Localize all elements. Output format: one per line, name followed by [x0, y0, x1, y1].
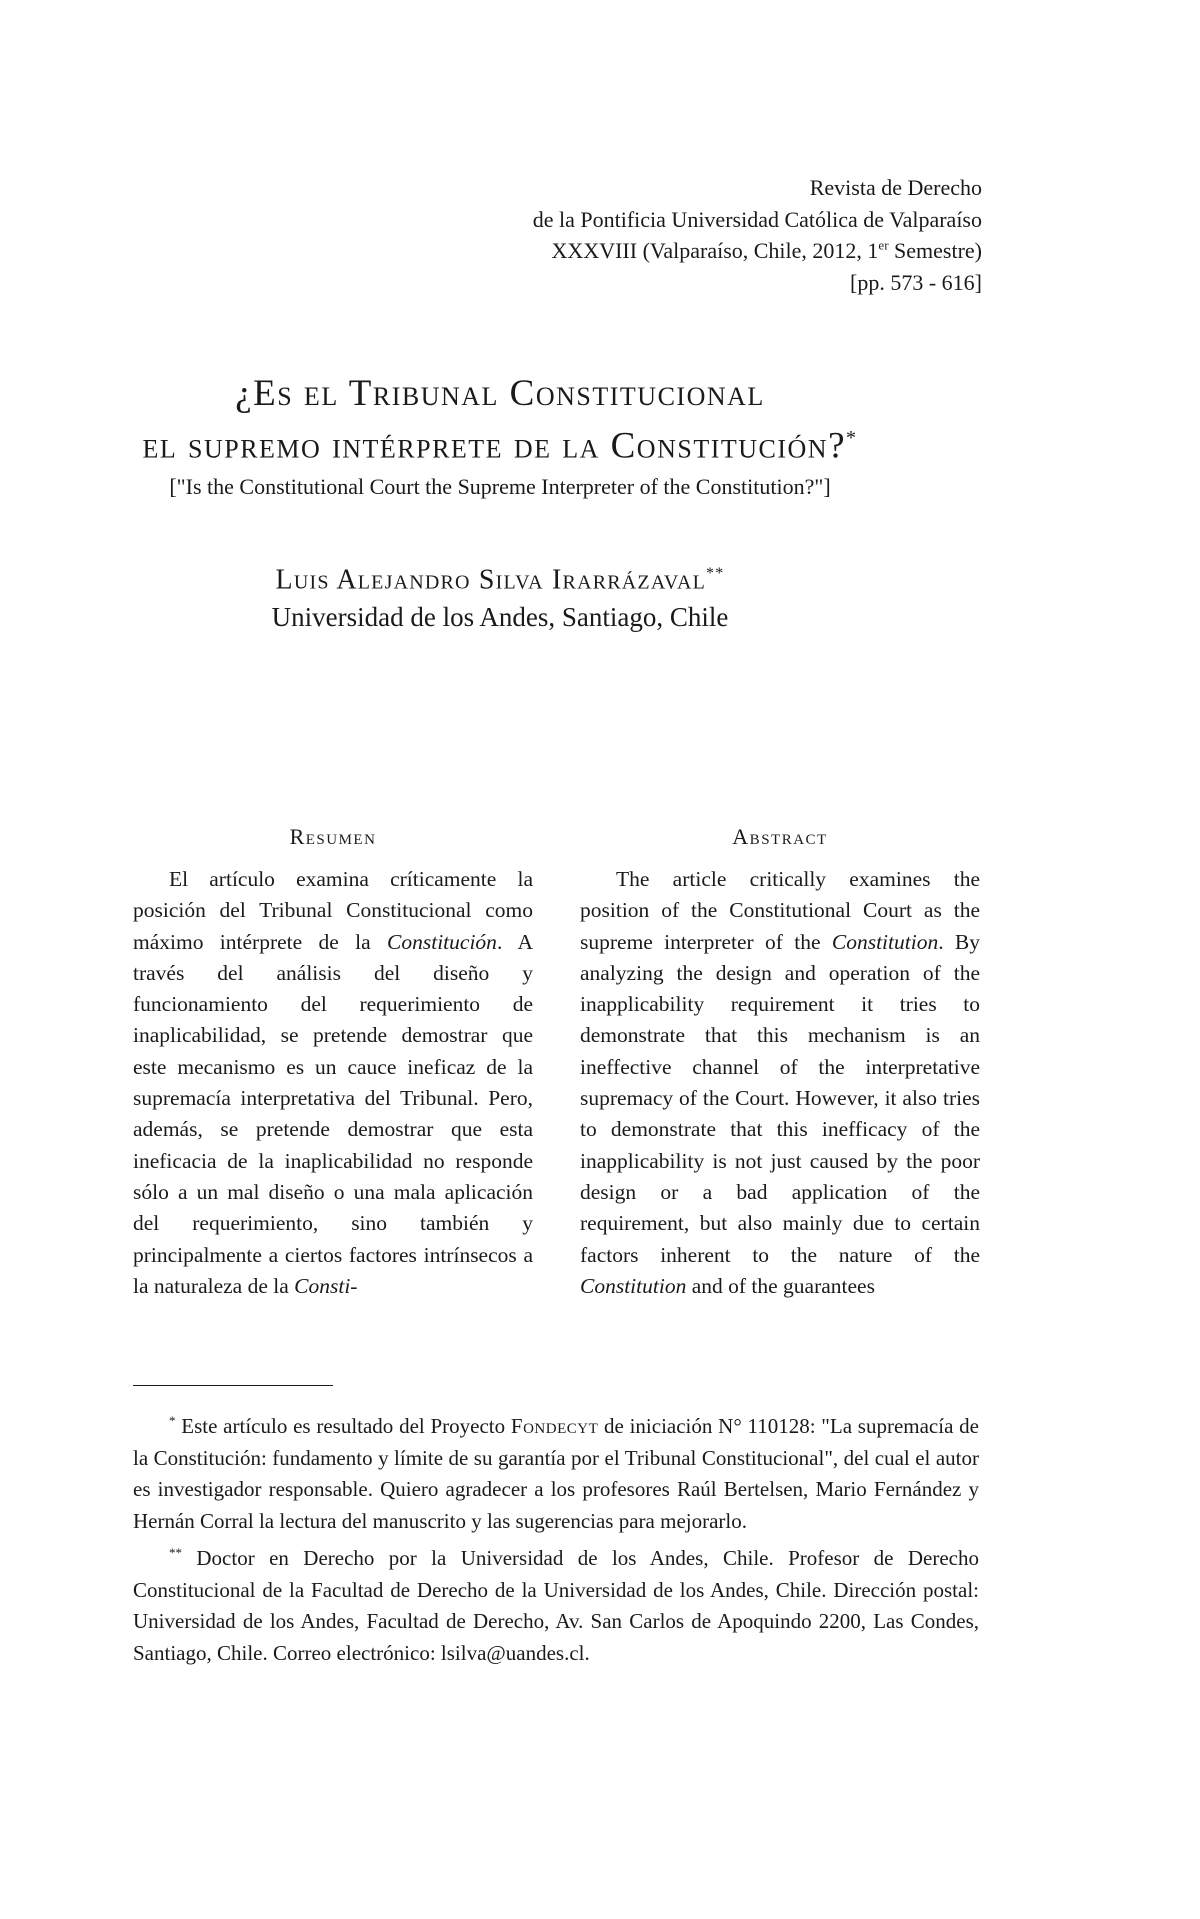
resumen-heading: Resumen — [289, 824, 377, 849]
title-block — [0, 372, 1000, 502]
footnote-divider — [133, 1385, 333, 1386]
article-title-line2 — [0, 416, 1000, 468]
author-name-text: Luis Alejandro Silva Irarrázaval — [275, 564, 707, 596]
article-subtitle: ["Is the Constitutional Court the Supreme Interpreter of the Constitution?"] — [169, 474, 831, 500]
footnote-2-text: Doctor en Derecho por la Universidad de los Andes, Chile. Profesor de Derecho Constitucional de la Facultad de Derecho de la Universidad de los Andes, Chile. Dirección postal: Universidad de los Andes, Facultad de Derecho, Av. San Carlos de Apoquindo 2200, Las Condes, Santiago, Chile. Correo electrónico: lsilva@uandes.cl. — [133, 1546, 979, 1665]
journal-name: Revista de Derecho — [809, 175, 982, 200]
volume-semester: Semestre) — [888, 238, 982, 263]
author-block — [0, 556, 1000, 636]
footnote-1-text-b: de iniciación N° 110128: "La supremacía de la Constitución: fundamento y límite de su garantía por el Tribunal Constitucional", del cual el autor es investigador responsable. Quiero agradecer a los profesores Raúl Bertelsen, Mario Fernández y Hernán Corral la lectura del manuscrito y las sugerencias para mejorarlo. — [133, 1414, 979, 1533]
abstract-text-1: The article critically examines the position of the Constitutional Court as the supreme interpreter of the — [580, 867, 980, 954]
abstract-text-3: and of the guarantees — [686, 1273, 875, 1298]
footnote-1-text-a: Este artículo es resultado del Proyecto — [175, 1414, 511, 1438]
resumen-text — [133, 864, 533, 1302]
author-name — [0, 556, 1000, 598]
resumen-column — [133, 822, 533, 1302]
abstract-column — [580, 822, 980, 1302]
footnotes — [133, 1405, 979, 1669]
resumen-text-2: . A través del análisis del diseño y funcionamiento del requerimiento de inaplicabilidad, se pretende demostrar que este mecanismo es un cauce ineficaz de la supremacía interpretativa del Tribunal. Pero, además, se pretende demostrar que esta ineficacia de la inaplicabilidad no responde sólo a un mal diseño o una mala aplicación del requerimiento, sino también y principalmente a ciertos factores intrínsecos a la naturaleza de la — [133, 929, 533, 1298]
footnote-1-mark: * — [169, 1413, 176, 1428]
resumen-italic-2: Consti- — [294, 1273, 358, 1298]
author-footnote-mark: ** — [706, 565, 725, 582]
abstract-text-2: . By analyzing the design and operation of the inapplicability requirement it tries to demonstrate that this mechanism is an ineffective channel of the interpretative supremacy of the Court. However, it also tries to demonstrate that this inefficacy of the inapplicability is not just caused by the poor design or a bad application of the requirement, but also mainly due to certain factors inherent to the nature of the — [580, 929, 980, 1267]
journal-pages: [pp. 573 - 616] — [850, 269, 982, 295]
journal-volume — [533, 235, 982, 267]
journal-institution: de la Pontificia Universidad Católica de Valparaíso — [532, 206, 982, 232]
abstract-italic-1: Constitution — [831, 929, 939, 954]
title-footnote-mark: * — [846, 427, 858, 449]
abstract-italic-2: Constitution — [580, 1273, 687, 1298]
article-title-line1: ¿Es el Tribunal Constitucional — [235, 373, 765, 414]
resumen-italic-1: Constitución — [387, 929, 497, 954]
author-affiliation: Universidad de los Andes, Santiago, Chile — [271, 602, 729, 633]
abstract-text — [580, 864, 980, 1302]
journal-header — [533, 172, 982, 298]
footnote-1-fondecyt: Fondecyt — [510, 1414, 599, 1438]
volume-sup: er — [878, 237, 889, 253]
footnote-2-mark: ** — [169, 1545, 182, 1560]
footnote-1 — [133, 1405, 979, 1537]
title-line2-text: el supremo intérprete de la Constitución? — [142, 425, 846, 467]
volume-text: XXXVIII (Valparaíso, Chile, 2012, 1 — [551, 238, 879, 263]
footnote-2 — [133, 1537, 979, 1669]
resumen-text-1: El artículo examina críticamente la posición del Tribunal Constitucional como máximo intérprete de la — [133, 867, 533, 954]
abstract-heading: Abstract — [732, 824, 828, 849]
